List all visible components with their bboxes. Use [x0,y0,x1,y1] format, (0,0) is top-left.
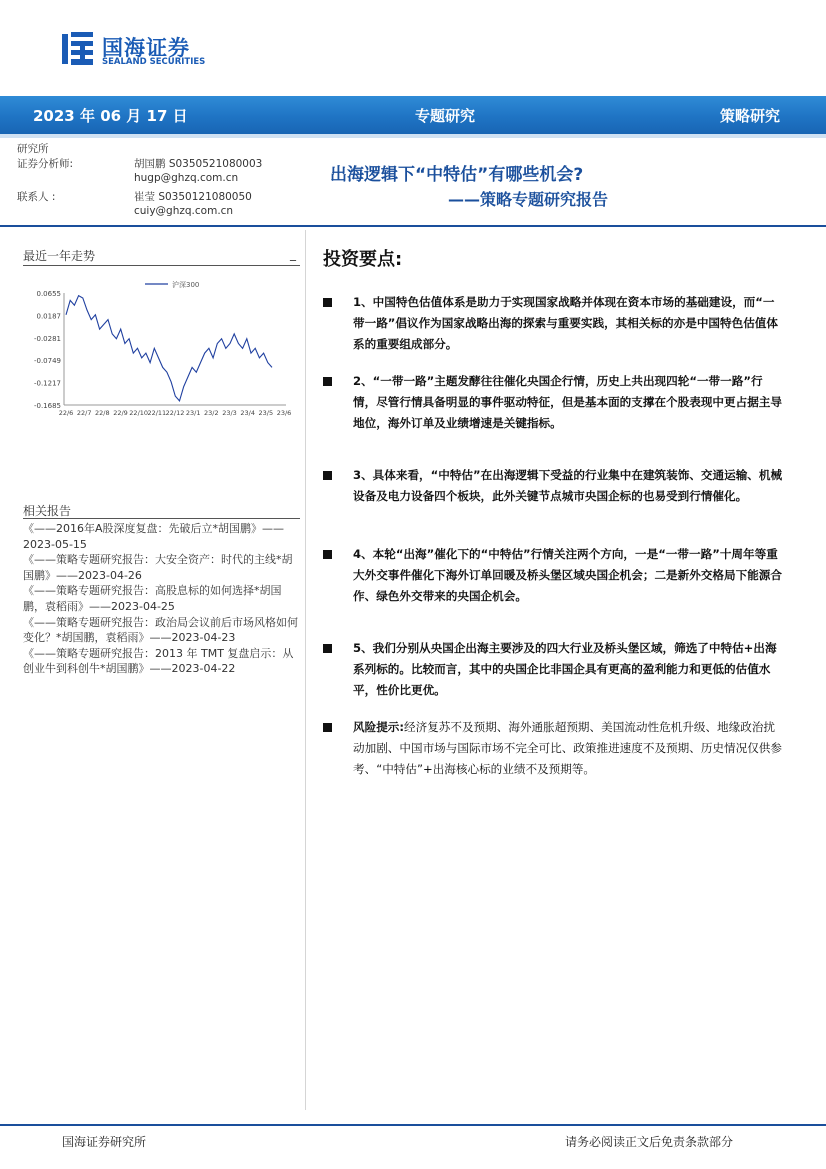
column-divider [305,230,306,1110]
y-tick-label: 0.0187 [36,312,61,321]
contact-email[interactable]: cuiy@ghzq.com.cn [134,205,234,217]
series-line [66,296,272,401]
contact-label: 联系人 : [17,191,56,203]
analyst-email[interactable]: hugp@ghzq.com.cn [134,172,239,184]
x-tick-label: 23/2 [204,409,219,417]
square-bullet-icon [323,723,332,732]
report-category: 策略研究 [720,107,781,125]
square-bullet-icon [323,377,332,386]
x-tick-label: 22/8 [95,409,110,417]
x-tick-label: 22/11 [147,409,167,417]
key-point-text: 2、“一带一路”主题发酵往往催化央国企行情，历史上共出现四轮“一带一路”行情，尽管行情具备明显的事件驱动特征，但是基本面的支撑在个股表现中更占据主导地位，海外订单及业绩增速是关键指标。 [353,374,782,430]
report-type: 专题研究 [415,107,476,125]
related-item[interactable]: 《——策略专题研究报告：2013 年 TMT 复盘启示：从创业牛到科创牛*胡国鹏》——2023-04-22 [23,646,294,676]
related-item[interactable]: 《——策略专题研究报告：大安全资产：时代的主线*胡国鹏》——2023-04-26 [23,553,293,582]
square-bullet-icon [323,471,332,480]
x-tick-label: 22/12 [165,409,185,417]
risk-warning [323,717,783,780]
x-tick-label: 23/1 [185,409,201,417]
x-tick-label: 22/7 [76,409,92,417]
dept-label: 研究所 [17,143,49,155]
key-point-5 [323,638,783,701]
trend-heading-text: 最近一年走势 [23,249,96,263]
brand-name-en: SEALAND SECURITIES [102,57,206,67]
analyst-label: 证券分析师: [17,158,74,170]
related-rule [23,518,300,519]
related-heading: 相关报告 [23,504,72,518]
y-tick-label: -0.1217 [33,379,61,388]
risk-text: 经济复苏不及预期、海外通胀超预期、美国流动性危机升级、地缘政治扰动加剧、中国市场与国际市场不完全可比、政策推进速度不及预期、历史情况仅供参考、“中特估”+出海核心标的业绩不及预期等。 [353,720,782,776]
report-subtitle: ——策略专题研究报告 [448,190,609,209]
trend-chart-svg [30,275,296,425]
footer-disclaimer: 请务必阅读正文后免责条款部分 [565,1135,734,1149]
title-divider [0,225,826,227]
logo-mark-icon [60,30,96,68]
y-tick-label: 0.0655 [36,290,61,298]
key-point-text: 4、本轮“出海”催化下的“中特估”行情关注两个方向，一是“一带一路”十周年等重大外交事件催化下海外订单回暖及桥头堡区域央国企机会；二是新外交格局下能源合作、绿色外交带来的央国企机会。 [353,547,782,603]
x-tick-label: 23/5 [258,409,274,417]
contact-name-id: 崔莹 S0350121080050 [134,191,252,203]
key-point-1 [323,292,783,355]
footer-divider [0,1124,826,1126]
legend-label: 沪深300 [172,281,200,289]
key-point-text: 3、具体来看，“中特估”在出海逻辑下受益的行业集中在建筑装饰、交通运输、机械设备及电力设备四个板块，此外关键节点城市央国企标的也易受到行情催化。 [353,468,783,503]
related-item[interactable]: 《——策略专题研究报告：高股息标的如何选择*胡国鹏，袁稻雨》——2023-04-25 [23,584,282,613]
risk-text-wrap [353,717,783,780]
x-tick-label: 23/3 [222,409,237,417]
footer-left: 国海证券研究所 [62,1135,147,1149]
banner-shadow [0,134,826,138]
related-item[interactable]: 《——2016年A股深度复盘：先破后立*胡国鹏》——2023-05-15 [23,522,285,551]
analyst-name-id: 胡国鹏 S0350521080003 [134,158,263,170]
x-tick-label: 23/6 [276,409,292,417]
related-list [23,521,301,677]
key-point-2 [323,371,783,434]
trend-heading [23,247,95,264]
company-logo [60,30,220,70]
x-tick-label: 22/6 [58,409,74,417]
report-date: 2023 年 06 月 17 日 [33,107,188,125]
key-points-heading: 投资要点: [323,249,403,270]
x-tick-label: 23/4 [240,409,255,417]
trend-rule [23,265,300,266]
report-title: 出海逻辑下“中特估”有哪些机会? [330,165,584,185]
x-tick-label: 22/9 [113,409,128,417]
key-point-text: 1、中国特色估值体系是助力于实现国家战略并体现在资本市场的基础建设，而“一带一路”倡议作为国家战略出海的探索与重要实践，其相关标的亦是中国特色估值体系的重要组成部分。 [353,295,778,351]
key-point-3 [323,465,783,507]
trend-chart [30,275,296,425]
y-tick-label: -0.0281 [33,334,61,343]
y-tick-label: -0.1685 [33,402,61,410]
brand-name-cn: 国海证券 [102,36,190,60]
risk-label: 风险提示: [353,720,405,734]
trend-heading-suffix: _ [290,247,296,261]
y-tick-label: -0.0749 [33,357,61,366]
key-point-4 [323,544,783,607]
related-item[interactable]: 《——策略专题研究报告：政治局会议前后市场风格如何变化？*胡国鹏，袁稻雨》——2023-04-23 [23,615,298,645]
header-banner [0,96,826,134]
x-tick-label: 22/10 [129,409,149,417]
square-bullet-icon [323,550,332,559]
key-point-text: 5、我们分别从央国企出海主要涉及的四大行业及桥头堡区域，筛选了中特估+出海系列标的。比较而言，其中的央国企比非国企具有更高的盈利能力和更低的估值水平，性价比更优。 [353,641,777,697]
square-bullet-icon [323,644,332,653]
square-bullet-icon [323,298,332,307]
